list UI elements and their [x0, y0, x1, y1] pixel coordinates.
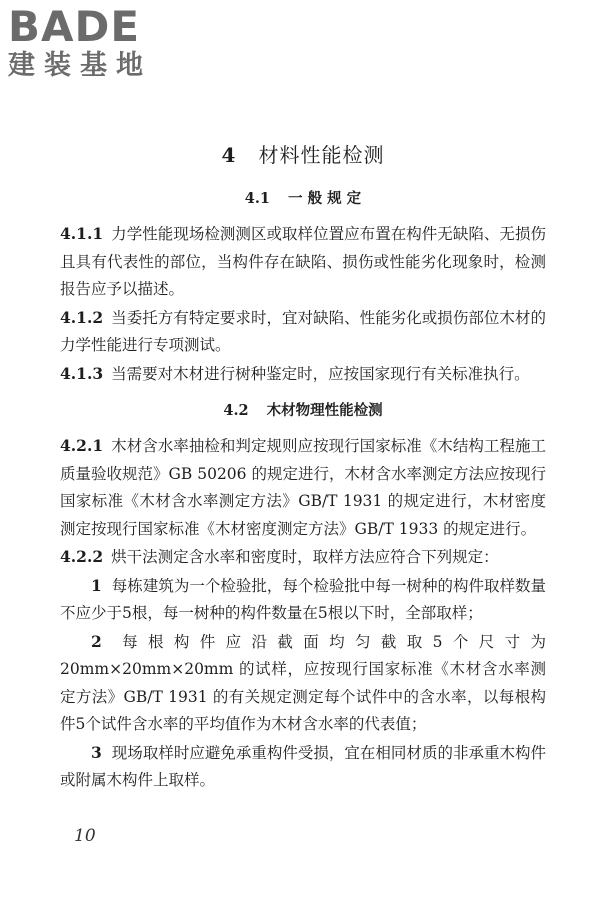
section-heading	[60, 400, 546, 422]
clause-number: 4.1.3	[60, 363, 104, 383]
clause-text: 木材含水率抽检和判定规则应按现行国家标准《木结构工程施工质量验收规范》GB 50206 的规定进行，木材含水率测定方法应按现行国家标准《木材含水率测定方法》GB/T 1931 的规定进行，木材密度测定按现行国家标准《木材密度测定方法》GB/T 1933 的规定进行。	[60, 437, 546, 538]
clause	[60, 304, 546, 360]
clause-text: 烘干法测定含水率和密度时，取样方法应符合下列规定：	[111, 548, 499, 566]
clause	[60, 432, 546, 543]
section-title: 木材物理性能检测	[266, 402, 383, 419]
clause	[60, 220, 546, 304]
clause	[60, 543, 546, 572]
clause-text: 力学性能现场检测测区或取样位置应布置在构件无缺陷、无损伤且具有代表性的部位，当构件存在缺陷、损伤或性能劣化现象时，检测报告应予以描述。	[60, 225, 546, 298]
clause-text: 当委托方有特定要求时，宜对缺陷、性能劣化或损伤部位木材的力学性能进行专项测试。	[60, 308, 546, 354]
page-number: 10	[74, 826, 96, 846]
document-body	[60, 140, 546, 795]
logo-wordmark: BADE	[8, 2, 141, 51]
list-item-number: 2	[91, 631, 102, 651]
clause-number: 4.1.2	[60, 307, 104, 327]
section-number: 4.2	[223, 402, 249, 419]
chapter-heading	[60, 140, 546, 170]
logo-subtitle: 建装基地	[8, 50, 152, 81]
list-item-text: 每根构件应沿截面均匀截取5个尺寸为 20mm×20mm×20mm 的试样，应按现行国家标准《木材含水率测定方法》GB/T 1931 的有关规定测定每个试件中的含水率，以每根构件5个试件含水率的平均值作为木材含水率的代表值；	[60, 632, 546, 733]
clause-number: 4.2.1	[60, 436, 104, 455]
clause-number: 4.2.2	[60, 547, 104, 566]
clause-text: 当需要对木材进行树种鉴定时，应按国家现行有关标准执行。	[111, 364, 530, 383]
list-item-text: 每栋建筑为一个检验批，每个检验批中每一树种的构件取样数量不应少于5根，每一树种的构件数量在5根以下时，全部取样；	[60, 576, 546, 622]
chapter-title: 材料性能检测	[258, 143, 385, 167]
section-heading	[60, 188, 546, 210]
list-item-number: 1	[91, 575, 102, 595]
list-item	[60, 628, 546, 739]
chapter-number: 4	[221, 143, 237, 167]
list-item	[60, 572, 546, 628]
list-item	[60, 739, 546, 795]
bade-logo	[8, 4, 178, 82]
list-item-text: 现场取样时应避免承重构件受损，宜在相同材质的非承重木构件或附属木构件上取样。	[60, 743, 546, 789]
clause-number: 4.1.1	[60, 224, 104, 243]
clause	[60, 360, 546, 389]
section-number: 4.1	[244, 190, 271, 207]
section-title: 一 般 规 定	[288, 190, 362, 207]
list-item-number: 3	[91, 742, 102, 762]
